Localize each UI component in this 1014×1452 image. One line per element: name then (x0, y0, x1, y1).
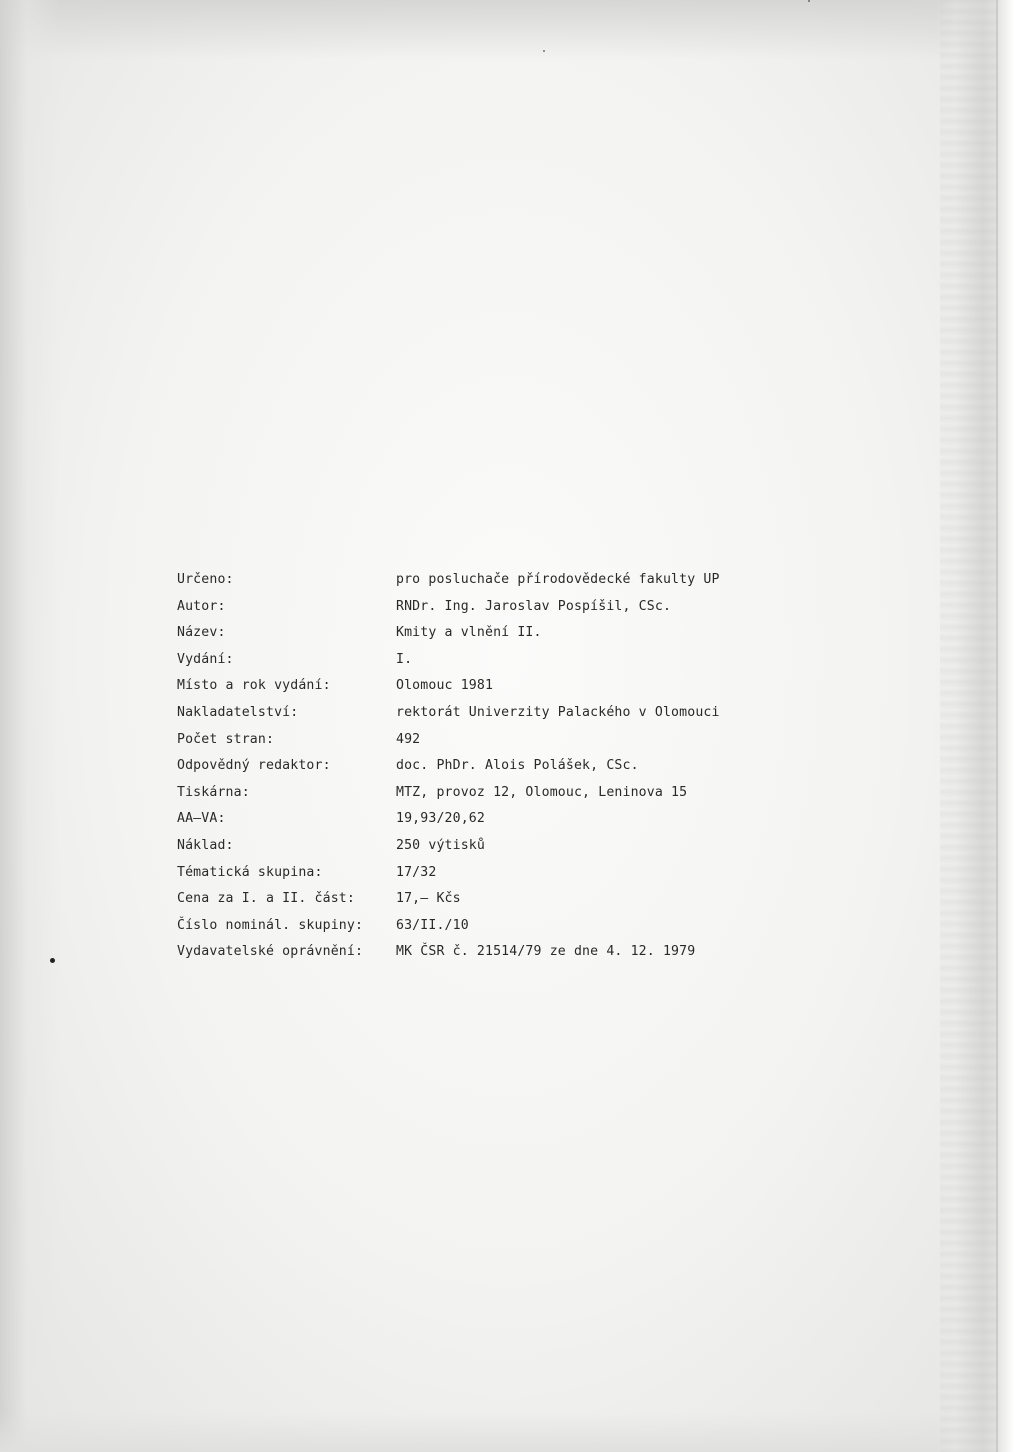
imprint-row (177, 939, 720, 966)
imprint-label: Náklad: (177, 837, 234, 853)
page-shadow-left (0, 0, 60, 1452)
imprint-row (177, 700, 720, 727)
imprint-value: 250 výtisků (396, 837, 485, 853)
imprint-label: Počet stran: (177, 731, 275, 747)
imprint-label: Odpovědný redaktor: (177, 758, 331, 774)
imprint-value: doc. PhDr. Alois Polášek, CSc. (396, 758, 639, 774)
imprint-value: I. (396, 651, 413, 667)
imprint-label: Místo a rok vydání: (177, 678, 331, 694)
imprint-row (177, 833, 720, 860)
imprint-value: rektorát Univerzity Palackého v Olomouci (396, 704, 720, 720)
imprint-label: Určeno: (177, 572, 234, 587)
imprint-label: Tématická skupina: (177, 864, 323, 880)
imprint-label: Název: (177, 625, 226, 641)
imprint-row (177, 806, 720, 833)
imprint-value: 63/II./10 (396, 917, 469, 933)
imprint-label: Cena za I. a II. část: (177, 891, 355, 907)
ink-speck (808, 0, 810, 2)
imprint-value: 17,— Kčs (396, 891, 461, 907)
ink-speck (50, 958, 55, 963)
imprint-value: MTZ, provoz 12, Olomouc, Leninova 15 (396, 784, 688, 800)
ink-speck (543, 50, 545, 52)
imprint-value: Kmity a vlnění II. (396, 625, 542, 641)
imprint-value: 17/32 (396, 864, 437, 880)
imprint-row (177, 620, 720, 647)
imprint-list (177, 567, 720, 966)
imprint-row (177, 727, 720, 754)
imprint-row (177, 567, 720, 594)
imprint-label: Vydání: (177, 651, 234, 667)
imprint-row (177, 886, 720, 913)
imprint-label: Nakladatelství: (177, 704, 299, 720)
imprint-value: MK ČSR č. 21514/79 ze dne 4. 12. 1979 (396, 944, 696, 960)
imprint-value: RNDr. Ing. Jaroslav Pospíšil, CSc. (396, 598, 672, 614)
page-shadow-top (0, 0, 1014, 60)
imprint-row (177, 780, 720, 807)
imprint-label: Autor: (177, 598, 226, 614)
imprint-label: Tiskárna: (177, 784, 250, 800)
imprint-row (177, 913, 720, 940)
imprint-row (177, 647, 720, 674)
imprint-value: 492 (396, 731, 421, 747)
imprint-value: pro posluchače přírodovědecké fakulty UP (396, 572, 720, 587)
page-shadow-bottom (0, 1412, 1014, 1452)
imprint-label: AA—VA: (177, 811, 226, 827)
imprint-row (177, 594, 720, 621)
imprint-label: Vydavatelské oprávnění: (177, 944, 364, 960)
imprint-value: Olomouc 1981 (396, 678, 494, 694)
binding-strip (940, 0, 998, 1452)
imprint-row (177, 673, 720, 700)
imprint-row (177, 860, 720, 887)
imprint-value: 19,93/20,62 (396, 811, 485, 827)
imprint-label: Číslo nominál. skupiny: (177, 917, 364, 933)
binding-fold-line (996, 0, 998, 1452)
imprint-row (177, 753, 720, 780)
